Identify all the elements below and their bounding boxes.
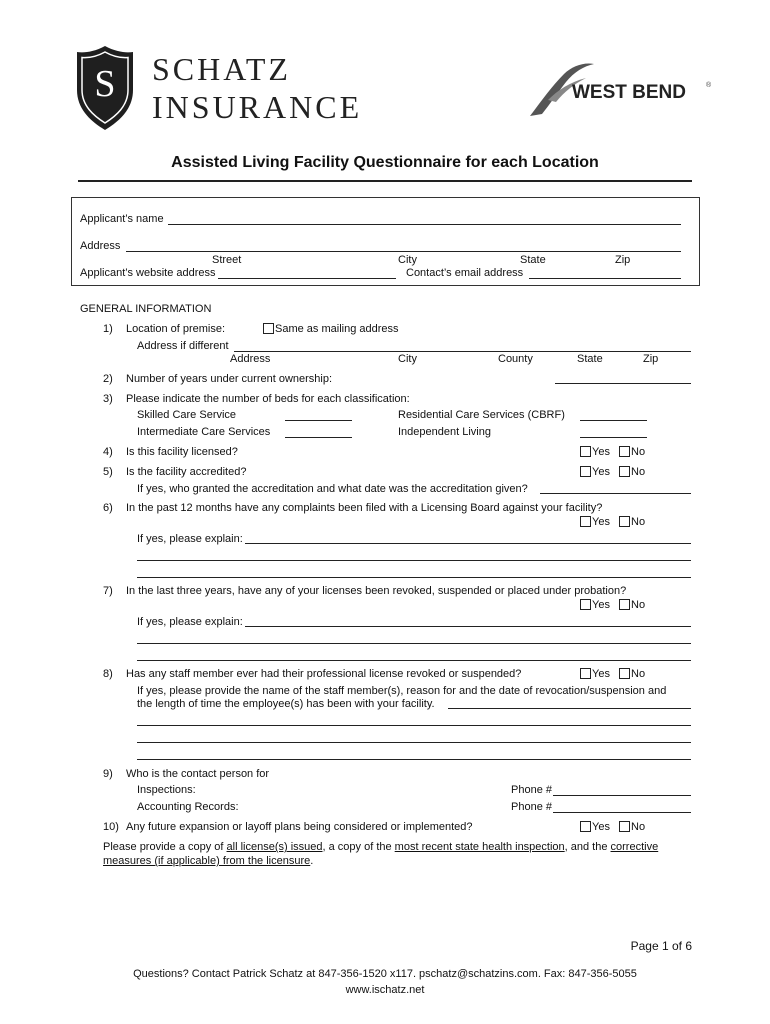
logo-line2: INSURANCE [152, 89, 363, 125]
q1-address-sublabel: Address [230, 353, 271, 365]
notice-line2 [103, 855, 313, 868]
q5-yes-checkbox[interactable] [580, 466, 591, 477]
q8-explain-line1[interactable] [137, 725, 691, 726]
q1-city-sublabel: City [398, 353, 417, 365]
q5-yes-label: Yes [592, 466, 610, 478]
notice-measures: measures (if applicable) from the licensure [103, 855, 311, 867]
q6-yes-checkbox[interactable] [580, 516, 591, 527]
state-label: State [520, 254, 546, 266]
q9-number: 9) [103, 768, 113, 780]
q8-no-label: No [631, 668, 646, 680]
partner-name: WEST BEND [572, 82, 686, 103]
q4-number: 4) [103, 446, 113, 458]
q5-label: Is the facility accredited? [126, 466, 247, 478]
q8-followup-line1: If yes, please provide the name of the staff member(s), reason for and the date of revocation/suspension and [137, 685, 667, 697]
schatz-logo [74, 44, 374, 134]
q10-yes-checkbox[interactable] [580, 821, 591, 832]
email-label: Contact’s email address [406, 267, 524, 279]
applicant-name-field[interactable] [168, 224, 681, 225]
residential-care-field[interactable] [580, 420, 647, 421]
q1-if-different-label: Address if different [137, 340, 229, 352]
zip-label: Zip [615, 254, 631, 266]
q6-explain-line1[interactable] [245, 543, 691, 544]
accounting-phone-label: Phone # [511, 801, 552, 813]
residential-care-label: Residential Care Services (CBRF) [398, 409, 565, 421]
q5-followup-field[interactable] [540, 493, 691, 494]
inspections-phone-label: Phone # [511, 784, 552, 796]
q5-no-checkbox[interactable] [619, 466, 630, 477]
q8-yes-checkbox[interactable] [580, 668, 591, 679]
independent-living-label: Independent Living [398, 426, 491, 438]
section-title: GENERAL INFORMATION [80, 303, 212, 315]
q8-explain-line2[interactable] [137, 742, 691, 743]
q7-number: 7) [103, 585, 113, 597]
q2-number: 2) [103, 373, 113, 385]
q8-followup-field[interactable] [448, 708, 691, 709]
q4-label: Is this facility licensed? [126, 446, 238, 458]
q3-number: 3) [103, 393, 113, 405]
page-number: Page 1 of 6 [630, 939, 692, 953]
q1-label: Location of premise: [126, 323, 226, 335]
q8-label: Has any staff member ever had their professional license revoked or suspended? [126, 668, 522, 680]
website-field[interactable] [218, 278, 396, 279]
q7-explain-line3[interactable] [137, 660, 691, 661]
notice-corrective: corrective [610, 841, 659, 853]
q7-yes-checkbox[interactable] [580, 599, 591, 610]
intermediate-care-label: Intermediate Care Services [137, 426, 271, 438]
independent-living-field[interactable] [580, 437, 647, 438]
q5-followup: If yes, who granted the accreditation and what date was the accreditation given? [137, 483, 528, 495]
intermediate-care-field[interactable] [285, 437, 352, 438]
accounting-phone-field[interactable] [553, 812, 691, 813]
q10-no-checkbox[interactable] [619, 821, 630, 832]
address-label: Address [80, 240, 121, 252]
q8-number: 8) [103, 668, 113, 680]
q10-no-label: No [631, 821, 646, 833]
notice-text-4: . [310, 855, 314, 867]
q5-no-label: No [631, 466, 646, 478]
q9-label: Who is the contact person for [126, 768, 270, 780]
notice-text-1: Please provide a copy of [103, 841, 227, 853]
same-address-label: Same as mailing address [275, 323, 399, 335]
footer-website: www.ischatz.net [345, 984, 425, 996]
email-field[interactable] [529, 278, 681, 279]
q8-no-checkbox[interactable] [619, 668, 630, 679]
skilled-care-field[interactable] [285, 420, 352, 421]
q10-label: Any future expansion or layoff plans being considered or implemented? [126, 821, 473, 833]
q6-no-checkbox[interactable] [619, 516, 630, 527]
notice-text-3: , and the [564, 841, 611, 853]
footer-contact: Questions? Contact Patrick Schatz at 847-356-1520 x117. pschatz@schatzins.com. Fax: 847-356-5055 [133, 968, 637, 980]
q5-number: 5) [103, 466, 113, 478]
q6-label: In the past 12 months have any complaints been filed with a Licensing Board against your facility? [126, 502, 603, 514]
address-field[interactable] [126, 251, 681, 252]
q6-no-label: No [631, 516, 646, 528]
q4-yes-checkbox[interactable] [580, 446, 591, 457]
q7-yes-label: Yes [592, 599, 610, 611]
q1-state-sublabel: State [577, 353, 603, 365]
accounting-label: Accounting Records: [137, 801, 239, 813]
page-title: Assisted Living Facility Questionnaire for each Location [171, 154, 599, 171]
q7-label: In the last three years, have any of your licenses been revoked, suspended or placed under probation? [126, 585, 627, 597]
q6-explain-line2[interactable] [137, 560, 691, 561]
q1-address-field[interactable] [234, 351, 691, 352]
city-label: City [398, 254, 417, 266]
street-label: Street [212, 254, 242, 266]
notice-licenses: all license(s) issued [226, 841, 323, 853]
q6-number: 6) [103, 502, 113, 514]
q1-county-sublabel: County [498, 353, 533, 365]
q8-explain-line3[interactable] [137, 759, 691, 760]
q6-yes-label: Yes [592, 516, 610, 528]
notice-inspection: most recent state health inspection [394, 841, 565, 853]
q7-explain-label: If yes, please explain: [137, 616, 243, 628]
inspections-phone-field[interactable] [553, 795, 691, 796]
q4-no-checkbox[interactable] [619, 446, 630, 457]
q10-yes-label: Yes [592, 821, 610, 833]
title-rule [78, 180, 692, 182]
q7-no-label: No [631, 599, 646, 611]
q8-yes-label: Yes [592, 668, 610, 680]
notice-line1 [103, 841, 658, 854]
q2-years-field[interactable] [555, 383, 691, 384]
q10-number: 10) [103, 821, 119, 833]
inspections-label: Inspections: [137, 784, 196, 796]
q4-yes-label: Yes [592, 446, 610, 458]
q8-followup-line2: the length of time the employee(s) has been with your facility. [137, 698, 435, 710]
q4-no-label: No [631, 446, 646, 458]
same-address-checkbox[interactable] [263, 323, 274, 334]
q2-label: Number of years under current ownership: [126, 373, 333, 385]
logo-line1: SCHATZ [152, 51, 291, 87]
q1-zip-sublabel: Zip [643, 353, 659, 365]
q7-no-checkbox[interactable] [619, 599, 630, 610]
website-label: Applicant’s website address [80, 267, 216, 279]
skilled-care-label: Skilled Care Service [137, 409, 237, 421]
q7-explain-line1[interactable] [245, 626, 691, 627]
west-bend-logo [528, 60, 718, 120]
notice-text-2: , a copy of the [322, 841, 395, 853]
q7-explain-line2[interactable] [137, 643, 691, 644]
q6-explain-label: If yes, please explain: [137, 533, 243, 545]
q6-explain-line3[interactable] [137, 577, 691, 578]
q1-number: 1) [103, 323, 113, 335]
applicant-name-label: Applicant’s name [80, 213, 164, 225]
partner-mark: ® [706, 82, 712, 89]
logo-initial: S [94, 63, 116, 105]
q3-label: Please indicate the number of beds for each classification: [126, 393, 410, 405]
